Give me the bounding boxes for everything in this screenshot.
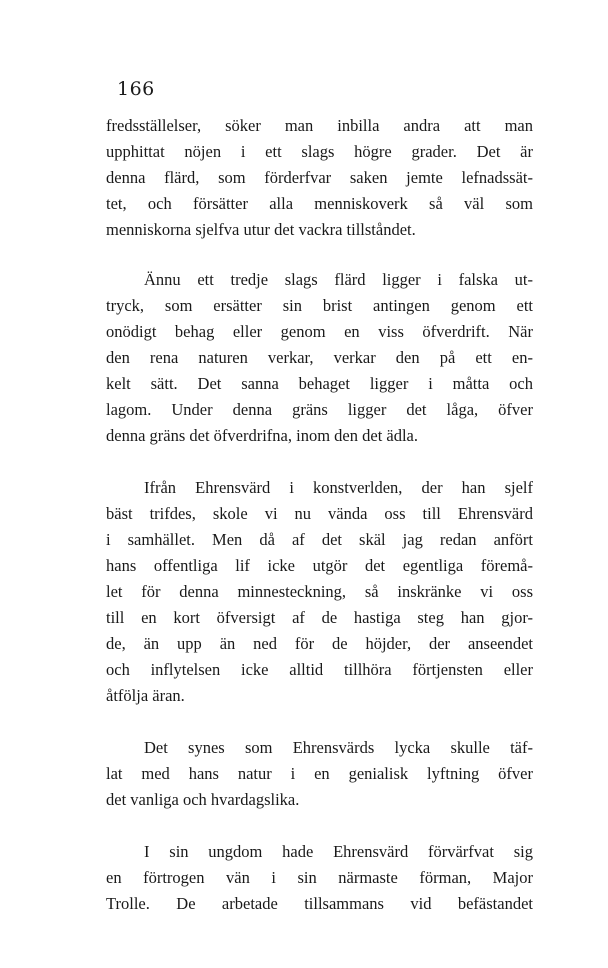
paragraph-gap (106, 813, 533, 839)
page-number: 166 (117, 78, 155, 100)
text-line: åtfölja äran. (106, 686, 185, 705)
text-line: det vanliga och hvardagslika. (106, 790, 300, 809)
text-line: fredsställelser, söker man inbilla andra att man (106, 116, 533, 135)
text-line: Det synes som Ehrensvärds lycka skulle täf- (144, 738, 533, 757)
text-line: let för denna minnesteckning, så inskränke vi oss (106, 582, 533, 601)
text-line: bäst trifdes, skole vi nu vända oss till Ehrensvärd (106, 504, 533, 523)
text-line: Ännu ett tredje slags flärd ligger i falska ut- (144, 270, 533, 289)
text-body (106, 113, 533, 917)
text-line: onödigt behag eller genom en viss öfverdrift. När (106, 322, 533, 341)
text-line: de, än upp än ned för de höjder, der anseendet (106, 634, 533, 653)
text-line: den rena naturen verkar, verkar den på ett en- (106, 348, 533, 367)
text-line: i samhället. Men då af det skäl jag redan anfört (106, 530, 533, 549)
text-line: Trolle. De arbetade tillsammans vid befästandet (106, 894, 533, 913)
text-line: Ifrån Ehrensvärd i konstverlden, der han sjelf (144, 478, 533, 497)
text-line: upphittat nöjen i ett slags högre grader. Det är (106, 142, 533, 161)
text-line: denna flärd, som förderfvar saken jemte lefnadssät- (106, 168, 533, 187)
text-line: hans offentliga lif icke utgör det egentliga föremå- (106, 556, 533, 575)
paragraph-gap (106, 243, 533, 267)
paragraph-gap (106, 449, 533, 475)
paragraph-3 (106, 475, 533, 709)
text-line: I sin ungdom hade Ehrensvärd förvärfvat sig (144, 842, 533, 861)
text-line: kelt sätt. Det sanna behaget ligger i måtta och (106, 374, 533, 393)
text-line: och inflytelsen icke alltid tillhöra förtjensten eller (106, 660, 533, 679)
text-line: tet, och försätter alla menniskoverk så väl som (106, 194, 533, 213)
paragraph-4 (106, 735, 533, 813)
text-line: till en kort öfversigt af de hastiga steg han gjor- (106, 608, 533, 627)
paragraph-1 (106, 113, 533, 243)
paragraph-2 (106, 267, 533, 449)
text-line: denna gräns det öfverdrifna, inom den det ädla. (106, 426, 419, 445)
paragraph-gap (106, 709, 533, 735)
text-line: tryck, som ersätter sin brist antingen genom ett (106, 296, 533, 315)
text-line: lat med hans natur i en genialisk lyftning öfver (106, 764, 533, 783)
text-line: en förtrogen vän i sin närmaste förman, Major (106, 868, 533, 887)
text-line: menniskorna sjelfva utur det vackra tillståndet. (106, 220, 416, 239)
text-line: lagom. Under denna gräns ligger det låga, öfver (106, 400, 533, 419)
paragraph-5 (106, 839, 533, 917)
